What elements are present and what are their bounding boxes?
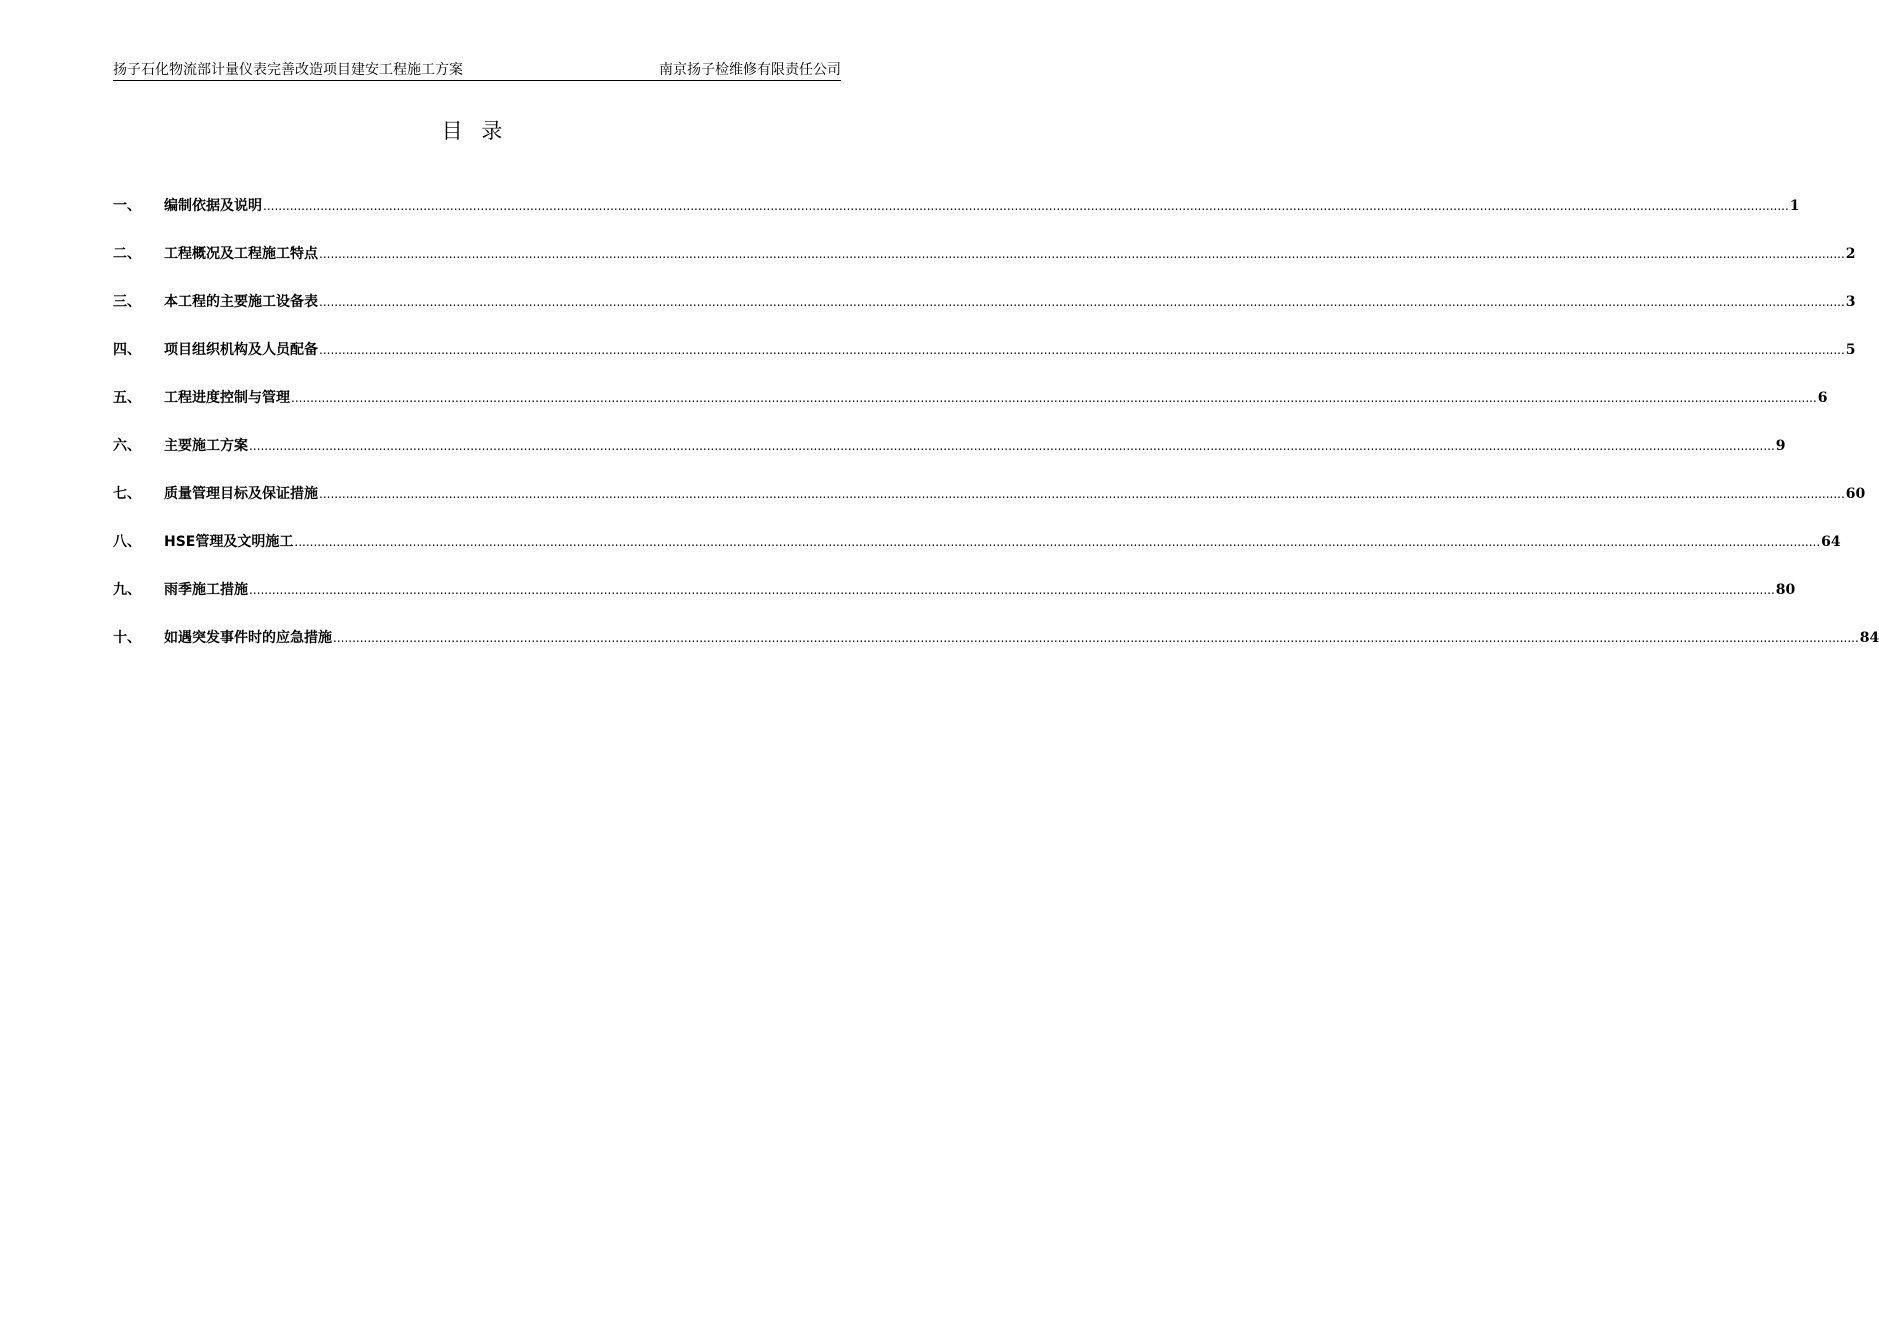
toc-leader-dots: ................................................................................................................................................................................................................................................................................................................................................................................................................ bbox=[333, 631, 1859, 645]
page-header bbox=[113, 60, 841, 81]
toc-entry-title: 主要施工方案 bbox=[164, 438, 248, 454]
toc-entry-9[interactable] bbox=[113, 578, 1796, 626]
toc-entry-page: 2 bbox=[1845, 246, 1856, 262]
toc-entry-number: 四、 bbox=[113, 342, 141, 358]
toc-entry-page: 1 bbox=[1789, 198, 1800, 214]
toc-leader-dots: ................................................................................................................................................................................................................................................................................................................................................................................................................ bbox=[319, 295, 1845, 309]
toc-entry-page: 3 bbox=[1845, 294, 1856, 310]
toc-entry-5[interactable] bbox=[113, 386, 1828, 434]
toc-entry-number: 七、 bbox=[113, 486, 141, 502]
toc-entry-page: 6 bbox=[1817, 390, 1828, 406]
toc-entry-8[interactable] bbox=[113, 530, 1841, 578]
toc-entry-page: 5 bbox=[1845, 342, 1856, 358]
toc-entry-3[interactable] bbox=[113, 290, 1856, 338]
header-company-name: 南京扬子检维修有限责任公司 bbox=[659, 62, 841, 78]
toc-leader-dots: ................................................................................................................................................................................................................................................................................................................................................................................................................ bbox=[319, 487, 1845, 501]
toc-entry-2[interactable] bbox=[113, 242, 1856, 290]
toc-leader-dots: ................................................................................................................................................................................................................................................................................................................................................................................................................ bbox=[263, 199, 1789, 213]
toc-entry-title: 质量管理目标及保证措施 bbox=[164, 486, 318, 502]
toc-entry-title: 本工程的主要施工设备表 bbox=[164, 294, 318, 310]
header-project-title: 扬子石化物流部计量仪表完善改造项目建安工程施工方案 bbox=[113, 62, 463, 78]
toc-entry-title: 编制依据及说明 bbox=[164, 198, 262, 214]
toc-entry-title: 工程概况及工程施工特点 bbox=[164, 246, 318, 262]
toc-leader-dots: ................................................................................................................................................................................................................................................................................................................................................................................................................ bbox=[319, 343, 1845, 357]
toc-entry-1[interactable] bbox=[113, 194, 1800, 242]
toc-leader-dots: ................................................................................................................................................................................................................................................................................................................................................................................................................ bbox=[249, 439, 1775, 453]
toc-entry-title: 雨季施工措施 bbox=[164, 582, 248, 598]
toc-leader-dots: ................................................................................................................................................................................................................................................................................................................................................................................................................ bbox=[291, 391, 1817, 405]
toc-entry-number: 五、 bbox=[113, 390, 141, 406]
toc-entry-page: 84 bbox=[1859, 630, 1879, 646]
table-of-contents bbox=[113, 194, 1879, 674]
toc-entry-number: 六、 bbox=[113, 438, 141, 454]
toc-leader-dots: ................................................................................................................................................................................................................................................................................................................................................................................................................ bbox=[319, 247, 1845, 261]
toc-entry-title: 工程进度控制与管理 bbox=[164, 390, 290, 406]
toc-entry-title: HSE管理及文明施工 bbox=[164, 534, 294, 550]
toc-entry-10[interactable] bbox=[113, 626, 1879, 674]
toc-entry-7[interactable] bbox=[113, 482, 1866, 530]
toc-entry-number: 二、 bbox=[113, 246, 141, 262]
toc-entry-page: 64 bbox=[1821, 534, 1841, 550]
toc-entry-title: 项目组织机构及人员配备 bbox=[164, 342, 318, 358]
toc-leader-dots: ................................................................................................................................................................................................................................................................................................................................................................................................................ bbox=[249, 583, 1775, 597]
toc-entry-number: 一、 bbox=[113, 198, 141, 214]
toc-entry-page: 9 bbox=[1775, 438, 1786, 454]
toc-entry-number: 十、 bbox=[113, 630, 141, 646]
toc-entry-4[interactable] bbox=[113, 338, 1856, 386]
toc-entry-title: 如遇突发事件时的应急措施 bbox=[164, 630, 332, 646]
toc-title: 目 录 bbox=[441, 119, 509, 143]
toc-entry-number: 九、 bbox=[113, 582, 141, 598]
toc-entry-page: 60 bbox=[1845, 486, 1866, 502]
toc-entry-6[interactable] bbox=[113, 434, 1786, 482]
toc-leader-dots: ................................................................................................................................................................................................................................................................................................................................................................................................................ bbox=[294, 535, 1821, 549]
toc-entry-page: 80 bbox=[1775, 582, 1796, 598]
toc-entry-number: 三、 bbox=[113, 294, 141, 310]
toc-entry-number: 八、 bbox=[113, 534, 141, 550]
